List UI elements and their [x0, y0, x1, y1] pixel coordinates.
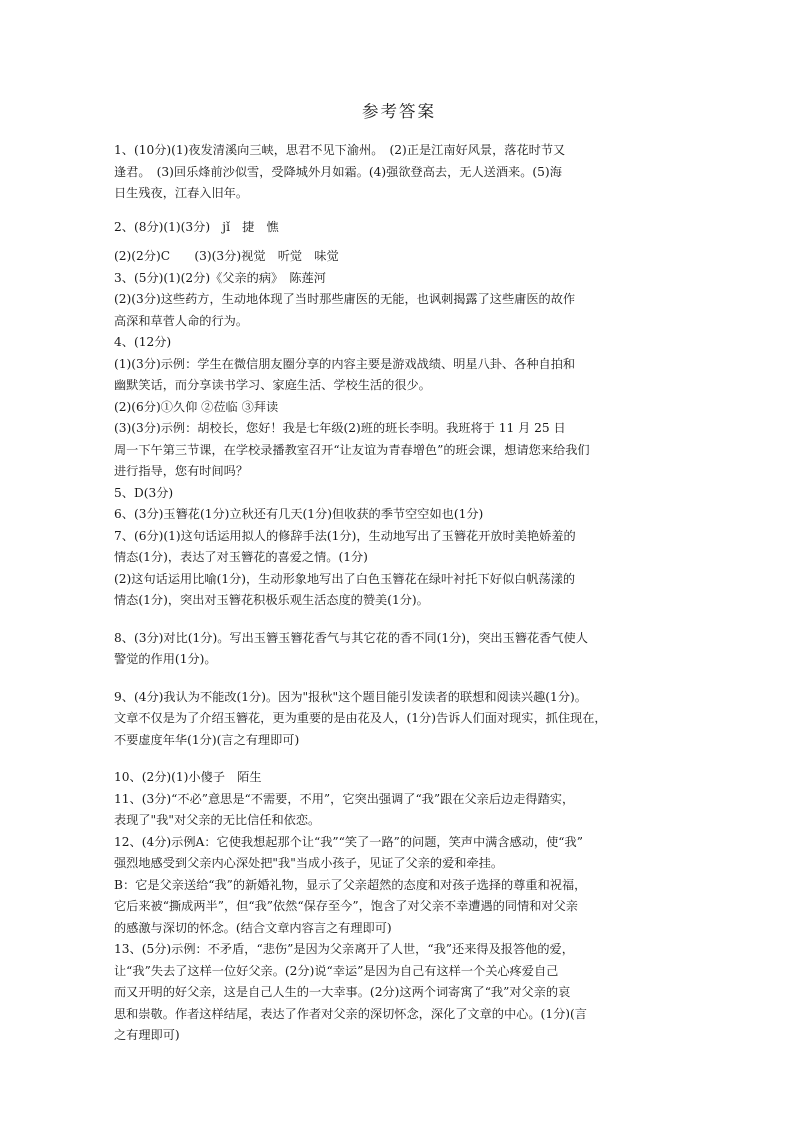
answer-5: 5、D(3分) [114, 485, 174, 500]
answer-4-line-6: 进行指导，您有时间吗？ [114, 464, 249, 478]
answer-7-line-2: 情态(1分)，表达了对玉簪花的喜爱之情。(1分) [114, 550, 368, 564]
answer-4-line-1: (1)(3分)示例：学生在微信朋友圈分享的内容主要是游戏战绩、明星八卦、各种自拍和 [114, 356, 576, 371]
answer-4-line-3: (2)(6分)①久仰 ②莅临 ③拜读 [114, 399, 279, 414]
answer-3-line-3: 高深和草菅人命的行为。 [114, 313, 249, 328]
answer-1-line-3: 日生残夜，江春入旧年。 [114, 186, 249, 200]
answer-10: 10、(2分)(1)小傻子 陌生 [114, 770, 262, 784]
answer-2-line-2: (2)(2分)C (3)(3分)视觉 听觉 味觉 [114, 249, 339, 263]
page-title: 参考答案 [362, 102, 436, 121]
answer-13-line-4: 思和崇敬。作者这样结尾，表达了作者对父亲的深切怀念，深化了文章的中心。(1分)(言 [114, 1006, 587, 1021]
answer-3-line-2: (2)(3分)这些药方，生动地体现了当时那些庸医的无能，也讽刺揭露了这些庸医的故作 [114, 292, 576, 306]
answer-6: 6、(3分)玉簪花(1分)立秋还有几天(1分)但收获的季节空空如也(1分) [114, 507, 484, 521]
answer-12-line-1: 12、(4分)示例A：它使我想起那个让“我”“笑了一路”的问题，笑声中满含感动，使“我” [114, 834, 583, 849]
answer-7-line-1: 7、(6分)(1)这句话运用拟人的修辞手法(1分)，生动地写出了玉簪花开放时美艳娇羞的 [114, 528, 576, 543]
answer-4-line-5: 周一下午第三节课，在学校录播教室召开“让友谊为青春增色”的班会课，想请您来给我们 [114, 442, 590, 457]
answer-13-line-1: 13、(5分)示例：不矛盾，“悲伤”是因为父亲离开了人世，“我”还来得及报答他的爱， [114, 942, 574, 956]
answer-4-line-2: 幽默笑话，而分享读书学习、家庭生活、学校生活的很少。 [114, 378, 431, 392]
answer-7-line-3: (2)这句话运用比喻(1分)，生动形象地写出了白色玉簪花在绿叶衬托下好似白帆荡漾的 [114, 571, 576, 586]
answer-2-line-1: 2、(8分)(1)(3分) jǐ 捷 憔 [114, 219, 279, 234]
answer-1-line-2: 逢君。 (3)回乐烽前沙似雪，受降城外月如霜。(4)强欲登高去，无人送酒来。(5)海 [114, 164, 562, 179]
answer-12-line-2: 强烈地感受到父亲内心深处把"我"当成小孩子，见证了父亲的爱和牵挂。 [114, 856, 504, 870]
answer-12-line-3: B：它是父亲送给“我”的新婚礼物，显示了父亲超然的态度和对孩子选择的尊重和祝福， [114, 877, 587, 892]
answer-13-line-3: 而又开明的好父亲，这是自己人生的一大幸事。(2分)这两个词寄寓了“我”对父亲的哀 [114, 985, 571, 999]
answer-sheet [114, 100, 684, 1047]
answer-7-line-4: 情态(1分)，突出对玉簪花积极乐观生活态度的赞美(1分)。 [114, 593, 429, 607]
answer-8-line-2: 警觉的作用(1分)。 [114, 652, 217, 666]
answer-9-line-2: 文章不仅是为了介绍玉簪花，更为重要的是由花及人，(1分)告诉人们面对现实，抓住现在， [114, 711, 607, 725]
answer-13-line-5: 之有理即可) [114, 1028, 180, 1042]
answer-13-line-2: 让“我”失去了这样一位好父亲。(2分)说“幸运”是因为自己有这样一个关心疼爱自己 [114, 963, 559, 978]
answer-9-line-3: 不要虚度年华(1分)(言之有理即可) [114, 732, 300, 747]
answer-11-line-2: 表现了"我"对父亲的无比信任和依恋。 [114, 813, 321, 827]
answer-9-line-1: 9、(4分)我认为不能改(1分)。因为"报秋"这个题目能引发读者的联想和阅读兴趣(1分)。 [114, 689, 587, 704]
answer-1-line-1: 1、(10分)(1)夜发清溪向三峡，思君不见下渝州。 (2)正是江南好风景，落花时节又 [114, 143, 566, 157]
answer-11-line-1: 11、(3分)“不必”意思是“不需要，不用”，它突出强调了“我”跟在父亲后边走得踏实， [114, 791, 575, 806]
answer-3-line-1: 3、(5分)(1)(2分)《父亲的病》 陈莲河 [114, 270, 326, 285]
answer-4-line-4: (3)(3分)示例：胡校长，您好！我是七年级(2)班的班长李明。我班将于 11 月 25 日 [114, 421, 566, 435]
answer-12-line-4: 它后来被“撕成两半”，但“我”依然“保存至今”，饱含了对父亲不幸遭遇的同情和对父亲 [114, 899, 578, 913]
answer-12-line-5: 的感激与深切的怀念。(结合文章内容言之有理即可) [114, 920, 392, 935]
answer-8-line-1: 8、(3分)对比(1分)。写出玉簪玉簪花香气与其它花的香不同(1分)，突出玉簪花香气使人 [114, 630, 588, 645]
answer-4-header: 4、(12分) [114, 335, 172, 349]
